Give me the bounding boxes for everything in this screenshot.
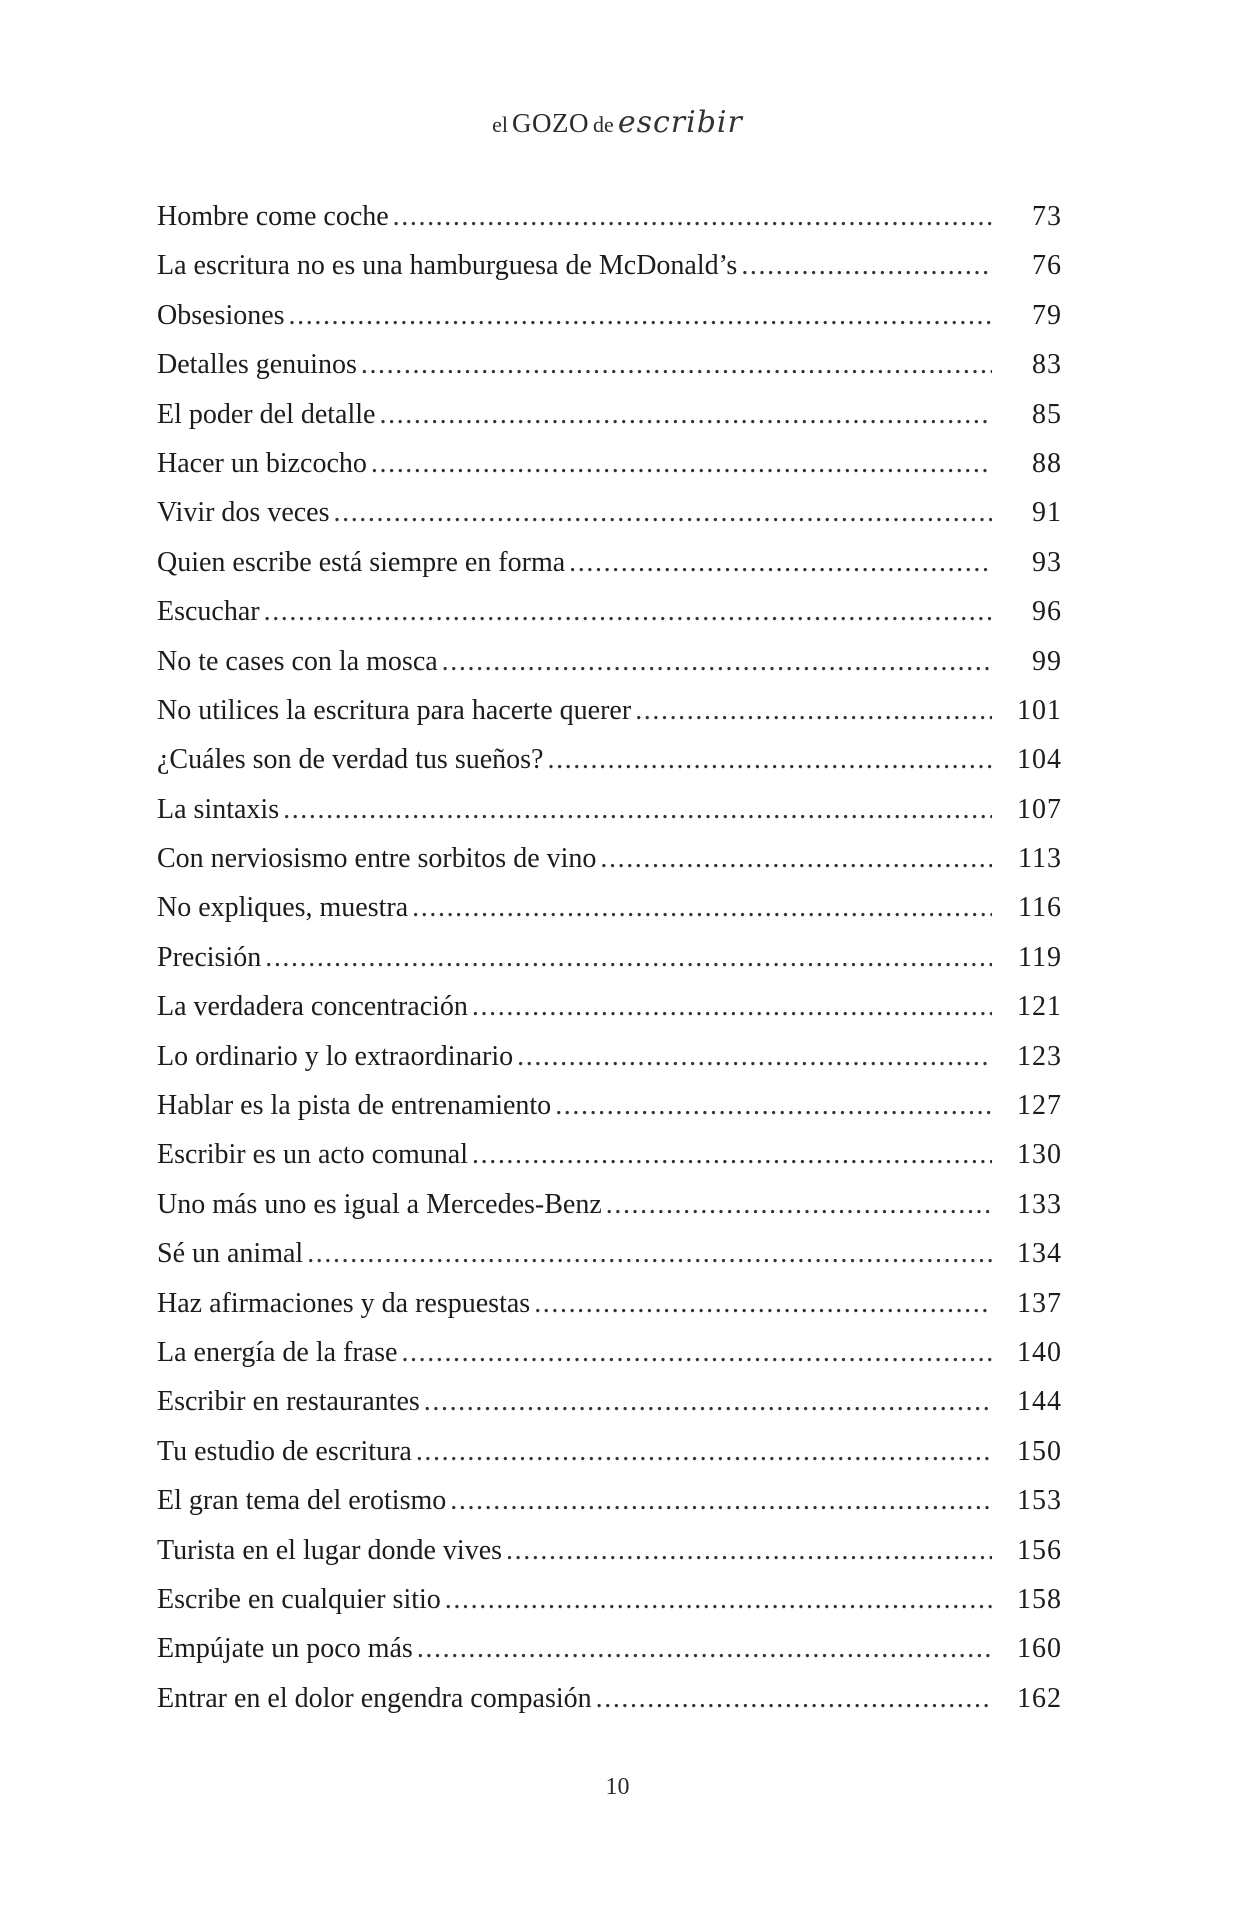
toc-entry-title: La sintaxis [157, 793, 280, 825]
dot-leader [283, 785, 992, 834]
toc-entry-page-number: 91 [1032, 497, 1062, 529]
toc-entry-title: El gran tema del erotismo [157, 1485, 447, 1517]
toc-entry [157, 1328, 1062, 1377]
dot-leader [606, 1180, 992, 1229]
header-word-el: el [492, 112, 509, 137]
dot-leader [265, 933, 992, 982]
toc-entry [157, 1377, 1062, 1426]
toc-entry-title: Empújate un poco más [157, 1633, 413, 1665]
dot-leader [534, 1279, 992, 1328]
toc-entry-page-number: 93 [1032, 546, 1062, 578]
toc-entry-title: Uno más uno es igual a Mercedes-Benz [157, 1188, 602, 1220]
toc-entry-title: La escritura no es una hamburguesa de McDonald’s [157, 250, 738, 282]
toc-entry [157, 834, 1062, 883]
toc-entry [157, 1130, 1062, 1179]
toc-entry-page-number: 127 [1017, 1090, 1062, 1122]
header-word-gozo: GOZO [512, 108, 590, 138]
toc-entry-title: Turista en el lugar donde vives [157, 1534, 503, 1566]
toc-entry-title: Lo ordinario y lo extraordinario [157, 1040, 514, 1072]
toc-entry-title: Haz afirmaciones y da respuestas [157, 1287, 531, 1319]
dot-leader [450, 1476, 992, 1525]
toc-entry-page-number: 99 [1032, 645, 1062, 677]
toc-entry-page-number: 137 [1017, 1287, 1062, 1319]
toc-entry [157, 587, 1062, 636]
dot-leader [371, 439, 992, 488]
page-number: 10 [605, 1774, 630, 1800]
toc-entry-page-number: 140 [1017, 1336, 1062, 1368]
toc-entry-page-number: 130 [1017, 1139, 1062, 1171]
dot-leader [445, 1575, 992, 1624]
dot-leader [635, 686, 992, 735]
toc-entry [157, 637, 1062, 686]
toc-entry-title: Hablar es la pista de entrenamiento [157, 1090, 552, 1122]
toc-entry [157, 192, 1062, 241]
toc-entry [157, 340, 1062, 389]
toc-entry [157, 735, 1062, 784]
toc-entry [157, 982, 1062, 1031]
toc-entry-page-number: 134 [1017, 1238, 1062, 1270]
toc-entry [157, 390, 1062, 439]
dot-leader [517, 1032, 992, 1081]
dot-leader [393, 192, 992, 241]
header-word-escribir: escribir [617, 105, 743, 140]
toc-entry-page-number: 96 [1032, 596, 1062, 628]
toc-entry [157, 933, 1062, 982]
toc-entry-page-number: 107 [1017, 793, 1062, 825]
toc-entry [157, 1526, 1062, 1575]
toc-entry-title: Entrar en el dolor engendra compasión [157, 1682, 592, 1714]
toc-entry-title: Quien escribe está siempre en forma [157, 546, 566, 578]
toc-entry [157, 488, 1062, 537]
toc-entry-page-number: 133 [1017, 1188, 1062, 1220]
toc-entry-page-number: 76 [1032, 250, 1062, 282]
dot-leader [424, 1377, 992, 1426]
toc-entry [157, 686, 1062, 735]
toc-entry-page-number: 113 [1018, 843, 1062, 875]
toc-entry-title: ¿Cuáles son de verdad tus sueños? [157, 744, 544, 776]
toc-entry-page-number: 156 [1017, 1534, 1062, 1566]
dot-leader [334, 488, 993, 537]
toc-entry-page-number: 160 [1017, 1633, 1062, 1665]
toc-entry-title: Escribir es un acto comunal [157, 1139, 469, 1171]
toc-entry-page-number: 153 [1017, 1485, 1062, 1517]
toc-entry [157, 1674, 1062, 1723]
toc-entry-title: El poder del detalle [157, 398, 376, 430]
toc-entry [157, 1476, 1062, 1525]
dot-leader [379, 390, 992, 439]
dot-leader [569, 538, 992, 587]
toc-entry-page-number: 101 [1017, 694, 1062, 726]
toc-entry-page-number: 104 [1017, 744, 1062, 776]
dot-leader [416, 1427, 992, 1476]
toc-entry-title: Escribir en restaurantes [157, 1386, 420, 1418]
toc-entry-page-number: 83 [1032, 349, 1062, 381]
toc-entry [157, 1032, 1062, 1081]
dot-leader [412, 883, 992, 932]
toc-entry-page-number: 158 [1017, 1583, 1062, 1615]
toc-entry [157, 291, 1062, 340]
toc-entry [157, 1180, 1062, 1229]
toc-entry-page-number: 162 [1017, 1682, 1062, 1714]
toc-entry [157, 1427, 1062, 1476]
toc-entry [157, 241, 1062, 290]
dot-leader [506, 1526, 992, 1575]
toc-entry-title: Tu estudio de escritura [157, 1435, 412, 1467]
toc-entry-title: Escribe en cualquier sitio [157, 1583, 441, 1615]
toc-entry [157, 538, 1062, 587]
header-word-de: de [593, 112, 614, 137]
toc-entry-title: Precisión [157, 941, 262, 973]
toc-entry [157, 1624, 1062, 1673]
toc-entry [157, 439, 1062, 488]
toc-entry-title: Detalles genuinos [157, 349, 357, 381]
dot-leader [472, 982, 992, 1031]
dot-leader [264, 587, 992, 636]
dot-leader [555, 1081, 992, 1130]
toc-entry-page-number: 79 [1032, 299, 1062, 331]
toc-entry-title: Obsesiones [157, 299, 285, 331]
dot-leader [289, 291, 992, 340]
dot-leader [596, 1674, 992, 1723]
toc-entry-title: No te cases con la mosca [157, 645, 438, 677]
dot-leader [307, 1229, 992, 1278]
toc-entry-page-number: 121 [1017, 991, 1062, 1023]
running-header [0, 105, 1235, 140]
toc-entry-page-number: 119 [1018, 941, 1062, 973]
toc-entry-page-number: 88 [1032, 447, 1062, 479]
dot-leader [547, 735, 992, 784]
toc-entry [157, 883, 1062, 932]
toc-entry [157, 1279, 1062, 1328]
toc-entry [157, 785, 1062, 834]
toc-entry-page-number: 73 [1032, 201, 1062, 232]
toc-entry-title: No utilices la escritura para hacerte querer [157, 694, 632, 726]
toc-entry-title: La verdadera concentración [157, 991, 468, 1023]
toc-entry-page-number: 85 [1032, 398, 1062, 430]
toc-entry-title: No expliques, muestra [157, 892, 409, 924]
toc-entry-page-number: 116 [1018, 892, 1062, 924]
dot-leader [442, 637, 992, 686]
toc-entry-title: La energía de la frase [157, 1336, 398, 1368]
toc-entry-title: Hacer un bizcocho [157, 447, 367, 479]
toc-entry [157, 1229, 1062, 1278]
toc-entry [157, 1575, 1062, 1624]
table-of-contents [157, 192, 1062, 1723]
toc-entry-title: Hombre come coche [157, 201, 389, 232]
toc-entry-page-number: 123 [1017, 1040, 1062, 1072]
dot-leader [361, 340, 992, 389]
toc-entry-title: Vivir dos veces [157, 497, 330, 529]
toc-entry-page-number: 144 [1017, 1386, 1062, 1418]
toc-entry-title: Escuchar [157, 596, 260, 628]
toc-entry-title: Sé un animal [157, 1238, 304, 1270]
dot-leader [401, 1328, 992, 1377]
dot-leader [417, 1624, 992, 1673]
toc-entry-title: Con nerviosismo entre sorbitos de vino [157, 843, 597, 875]
toc-entry [157, 1081, 1062, 1130]
dot-leader [600, 834, 992, 883]
dot-leader [741, 241, 992, 290]
toc-entry-page-number: 150 [1017, 1435, 1062, 1467]
dot-leader [472, 1130, 992, 1179]
